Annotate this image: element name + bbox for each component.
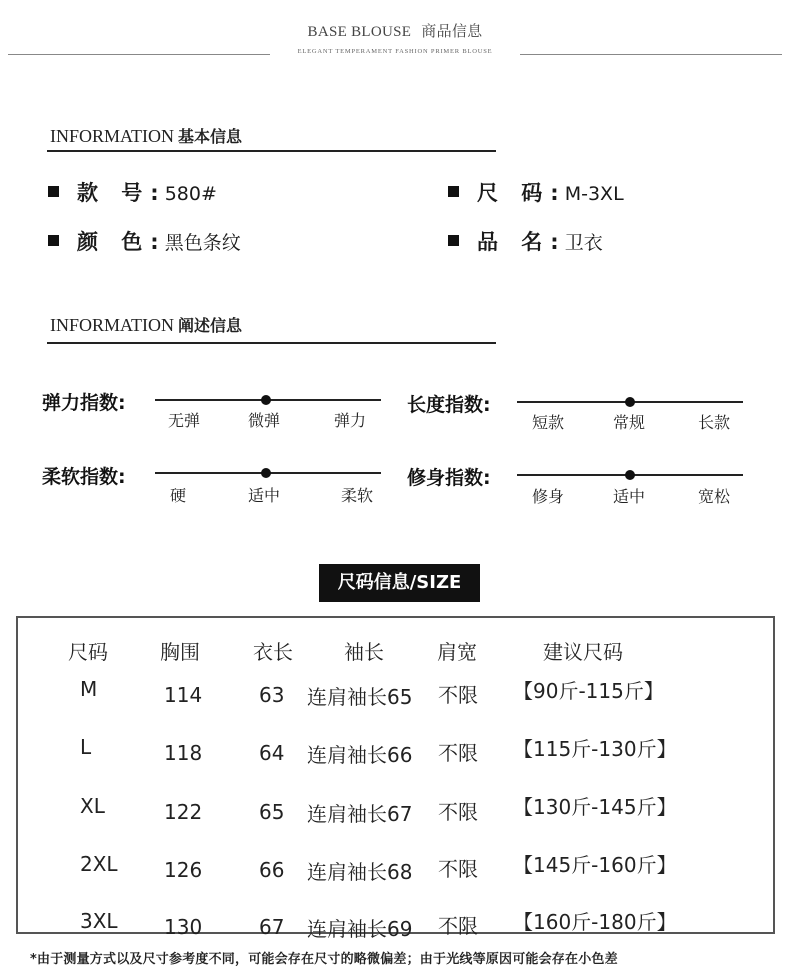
info-value: 卫衣 (564, 232, 603, 254)
table-header-recommend: 建议尺码 (543, 640, 623, 664)
header-divider-left (8, 54, 270, 55)
table-cell: 126 (164, 858, 203, 882)
table-cell: 3XL (80, 909, 118, 933)
table-cell: M (80, 677, 98, 701)
table-cell: 63 (259, 683, 285, 707)
table-header-sleeve: 袖长 (344, 640, 384, 664)
size-table (16, 616, 775, 934)
info-label: 尺 码: (477, 181, 567, 205)
header-title-zh: 商品信息 (421, 22, 483, 40)
bullet-square-icon (48, 186, 59, 197)
table-cell: 连肩袖长68 (307, 860, 413, 884)
table-cell: 64 (259, 741, 285, 765)
table-cell: 【145斤-160斤】 (513, 853, 677, 877)
scale-option: 微弹 (248, 411, 281, 430)
scale-fit-label: 修身指数: (407, 467, 491, 489)
scale-option: 硬 (170, 486, 187, 505)
info-item-color (48, 226, 241, 256)
header-subtitle: ELEGANT TEMPERAMENT FASHION PRIMER BLOUSE (297, 48, 493, 55)
size-section-banner: 尺码信息/SIZE (319, 564, 480, 602)
table-cell: 2XL (80, 852, 118, 876)
basic-title-en: INFORMATION (50, 126, 175, 146)
table-cell: XL (80, 794, 105, 818)
desc-title-en: INFORMATION (50, 315, 175, 335)
scale-option: 宽松 (698, 487, 731, 506)
info-label: 颜 色: (77, 230, 167, 254)
header-divider-right (520, 54, 782, 55)
table-cell: 连肩袖长67 (307, 802, 413, 826)
table-cell: 连肩袖长65 (307, 685, 413, 709)
desc-title-zh: 阐述信息 (178, 316, 243, 335)
info-label: 品 名: (477, 230, 567, 254)
scale-option: 柔软 (341, 486, 374, 505)
scale-elasticity-label: 弹力指数: (42, 392, 126, 414)
info-item-size (448, 177, 624, 207)
info-item-style-no (48, 177, 217, 207)
basic-section-title (50, 124, 242, 147)
table-cell: 【115斤-130斤】 (513, 737, 677, 761)
table-cell: 65 (259, 800, 285, 824)
table-cell: 118 (164, 741, 203, 765)
table-cell: 不限 (438, 857, 478, 881)
scale-elasticity-marker (261, 395, 271, 405)
table-cell: 66 (259, 858, 285, 882)
table-cell: 122 (164, 800, 203, 824)
scale-option: 短款 (532, 413, 565, 432)
table-cell: 不限 (438, 741, 478, 765)
scale-option: 适中 (248, 486, 281, 505)
table-header-size: 尺码 (68, 640, 108, 664)
basic-section-rule (47, 150, 496, 152)
scale-fit-marker (625, 470, 635, 480)
table-cell: 【130斤-145斤】 (513, 795, 677, 819)
table-cell: 不限 (438, 800, 478, 824)
table-cell: 【160斤-180斤】 (513, 910, 677, 934)
header-title-en: BASE BLOUSE (307, 24, 412, 40)
header-subtitle-row (0, 47, 790, 61)
scale-option: 常规 (613, 413, 646, 432)
bullet-square-icon (48, 235, 59, 246)
scale-option: 适中 (613, 487, 646, 506)
scale-option: 修身 (532, 487, 565, 506)
scale-softness-marker (261, 468, 271, 478)
table-cell: 114 (164, 683, 203, 707)
info-value: M-3XL (564, 183, 624, 205)
scale-length-marker (625, 397, 635, 407)
table-cell: 不限 (438, 683, 478, 707)
bullet-square-icon (448, 186, 459, 197)
table-cell: 130 (164, 915, 203, 939)
scale-length-label: 长度指数: (407, 394, 491, 416)
scale-option: 无弹 (168, 411, 201, 430)
table-header-chest: 胸围 (160, 640, 200, 664)
info-value: 黑色条纹 (164, 232, 241, 254)
bullet-square-icon (448, 235, 459, 246)
page-header (0, 20, 790, 41)
table-header-shoulder: 肩宽 (437, 640, 477, 664)
info-label: 款 号: (77, 181, 167, 205)
basic-title-zh: 基本信息 (178, 127, 243, 146)
desc-section-rule (47, 342, 496, 344)
desc-section-title (50, 313, 242, 336)
info-value: 580# (164, 183, 217, 205)
table-cell: 【90斤-115斤】 (513, 679, 664, 703)
scale-softness-label: 柔软指数: (42, 466, 126, 488)
table-cell: 连肩袖长66 (307, 743, 413, 767)
table-cell: L (80, 735, 92, 759)
table-cell: 67 (259, 915, 285, 939)
scale-option: 弹力 (334, 411, 367, 430)
table-cell: 连肩袖长69 (307, 917, 413, 941)
table-header-length: 衣长 (253, 640, 293, 664)
footnote: *由于测量方式以及尺寸参考度不同，可能会存在尺寸的略微偏差；由于光线等原因可能会存在小色差 (30, 952, 618, 967)
info-item-product-name (448, 226, 603, 256)
scale-option: 长款 (698, 413, 731, 432)
table-cell: 不限 (438, 914, 478, 938)
